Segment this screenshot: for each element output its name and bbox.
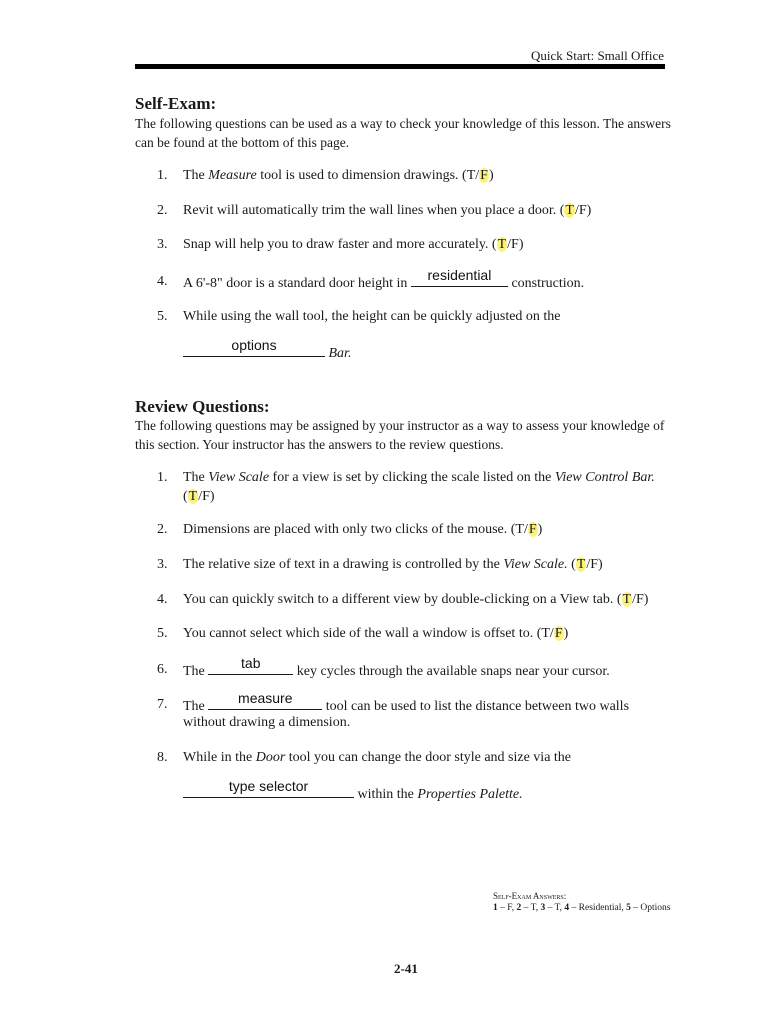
page-number: 2-41: [394, 961, 418, 976]
answers-list: 1 – F, 2 – T, 3 – T, 4 – Residential, 5 – Options: [493, 903, 671, 913]
question-number: 1.: [157, 470, 168, 485]
question-number: 3.: [157, 237, 168, 252]
handwritten-answer: type selector: [228, 778, 309, 794]
handwritten-answer: tab: [241, 655, 261, 671]
answer-highlight: T: [576, 557, 586, 572]
question-number: 2.: [157, 203, 168, 218]
question-number: 4.: [157, 274, 168, 289]
answer-highlight: T: [622, 592, 632, 607]
header-rule: [135, 64, 665, 69]
answer-highlight: T: [497, 237, 507, 252]
review-q1-line2: (T/F): [183, 489, 215, 504]
answers-title: Self-Exam Answers:: [493, 891, 567, 901]
handwritten-answer: options: [231, 337, 277, 353]
fill-in-blank: [411, 267, 508, 287]
question-number: 1.: [157, 168, 168, 183]
question-number: 3.: [157, 557, 168, 572]
question-number: 6.: [157, 662, 168, 677]
answer-highlight: T: [188, 489, 198, 504]
question-number: 5.: [157, 626, 168, 641]
fill-in-blank: [208, 655, 293, 675]
question-number: 2.: [157, 522, 168, 537]
answer-highlight: F: [528, 522, 537, 537]
review-heading: Review Questions:: [135, 397, 270, 416]
question-number: 5.: [157, 309, 168, 324]
answer-highlight: T: [565, 203, 574, 218]
fill-in-blank: [183, 778, 354, 798]
question-number: 8.: [157, 750, 168, 765]
question-number: 4.: [157, 592, 168, 607]
self-exam-heading: Self-Exam:: [135, 94, 217, 113]
self-exam-q5-line2: options Bar.: [183, 342, 351, 363]
handwritten-answer: residential: [427, 267, 492, 283]
answer-highlight: F: [480, 168, 488, 183]
handwritten-answer: measure: [238, 690, 293, 706]
question-number: 7.: [157, 697, 168, 712]
self-exam-intro: The following questions can be used as a way to check your knowledge of this lesson. The answers can be found at the bottom of this page.: [135, 116, 671, 150]
review-q8-line2: type selector within the Properties Palette.: [183, 783, 523, 804]
running-header: Quick Start: Small Office: [531, 48, 664, 63]
answer-highlight: F: [554, 626, 563, 641]
fill-in-blank: [208, 690, 322, 710]
review-q7-line2: without drawing a dimension.: [183, 715, 351, 730]
review-intro: The following questions may be assigned by your instructor as a way to assess your knowledge of this section. Your instructor has the answers to the review questions.: [135, 418, 665, 452]
